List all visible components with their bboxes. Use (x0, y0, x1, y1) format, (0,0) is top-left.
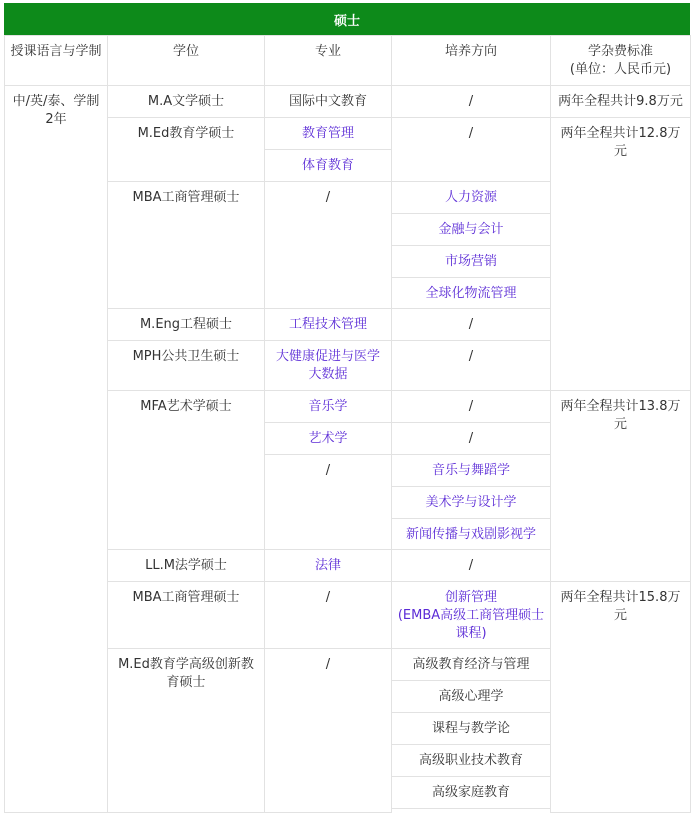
direction-item: 高级家庭教育 (391, 776, 551, 809)
major-none: / (264, 454, 392, 550)
degree-ma: M.A文学硕士 (107, 85, 265, 118)
major-none: / (264, 581, 392, 649)
degree-mba-emba: MBA工商管理硕士 (107, 581, 265, 649)
major-link[interactable]: 法律 (264, 549, 392, 582)
direction-none: / (391, 549, 551, 582)
degree-mfa: MFA艺术学硕士 (107, 390, 265, 550)
direction-item: 高级心理学 (391, 680, 551, 713)
degree-mph: MPH公共卫生硕士 (107, 340, 265, 391)
degree-mba: MBA工商管理硕士 (107, 181, 265, 309)
language-cell: 中/英/泰、学制 2年 (4, 85, 108, 813)
direction-link[interactable]: 市场营销 (391, 245, 551, 278)
direction-link[interactable]: 人力资源 (391, 181, 551, 214)
direction-none: / (391, 117, 551, 182)
header-fee: 学杂费标准 (单位：人民币元) (550, 35, 691, 86)
header-direction: 培养方向 (391, 35, 551, 86)
direction-none: / (391, 308, 551, 341)
direction-link[interactable]: 创新管理 (EMBA高级工商管理硕士 课程) (391, 581, 551, 649)
major-link[interactable]: 教育管理 (264, 117, 392, 150)
direction-item: 课程与教学论 (391, 712, 551, 745)
header-major: 专业 (264, 35, 392, 86)
fee-cell: 两年全程共计13.8万 元 (550, 390, 691, 582)
major-none: / (264, 181, 392, 309)
direction-link[interactable]: 全球化物流管理 (391, 277, 551, 309)
fee-cell: 两年全程共计9.8万元 (550, 85, 691, 118)
direction-none: / (391, 390, 551, 423)
direction-item: 高级职业技术教育 (391, 744, 551, 777)
direction-link[interactable]: 音乐与舞蹈学 (391, 454, 551, 487)
fee-cell: 两年全程共计15.8万 元 (550, 581, 691, 813)
fee-cell: 两年全程共计12.8万 元 (550, 117, 691, 391)
degree-med-advanced: M.Ed教育学高级创新教 育硕士 (107, 648, 265, 813)
major-link[interactable]: 工程技术管理 (264, 308, 392, 341)
direction-none: / (391, 85, 551, 118)
degree-meng: M.Eng工程硕士 (107, 308, 265, 341)
header-language: 授课语言与学制 (4, 35, 108, 86)
direction-link[interactable]: 金融与会计 (391, 213, 551, 246)
major-none: / (264, 648, 392, 813)
direction-link[interactable]: 美术学与设计学 (391, 486, 551, 519)
degree-med: M.Ed教育学硕士 (107, 117, 265, 182)
major-link[interactable]: 艺术学 (264, 422, 392, 455)
major-link[interactable]: 音乐学 (264, 390, 392, 423)
direction-item: 高级教育经济与管理 (391, 648, 551, 681)
major-chinese: 国际中文教育 (264, 85, 392, 118)
direction-link[interactable]: 新闻传播与戏剧影视学 (391, 518, 551, 550)
degree-llm: LL.M法学硕士 (107, 549, 265, 582)
direction-none: / (391, 340, 551, 391)
direction-none: / (391, 422, 551, 455)
table-title: 硕士 (4, 3, 690, 35)
major-link[interactable]: 大健康促进与医学 大数据 (264, 340, 392, 391)
header-degree: 学位 (107, 35, 265, 86)
major-link[interactable]: 体育教育 (264, 149, 392, 182)
